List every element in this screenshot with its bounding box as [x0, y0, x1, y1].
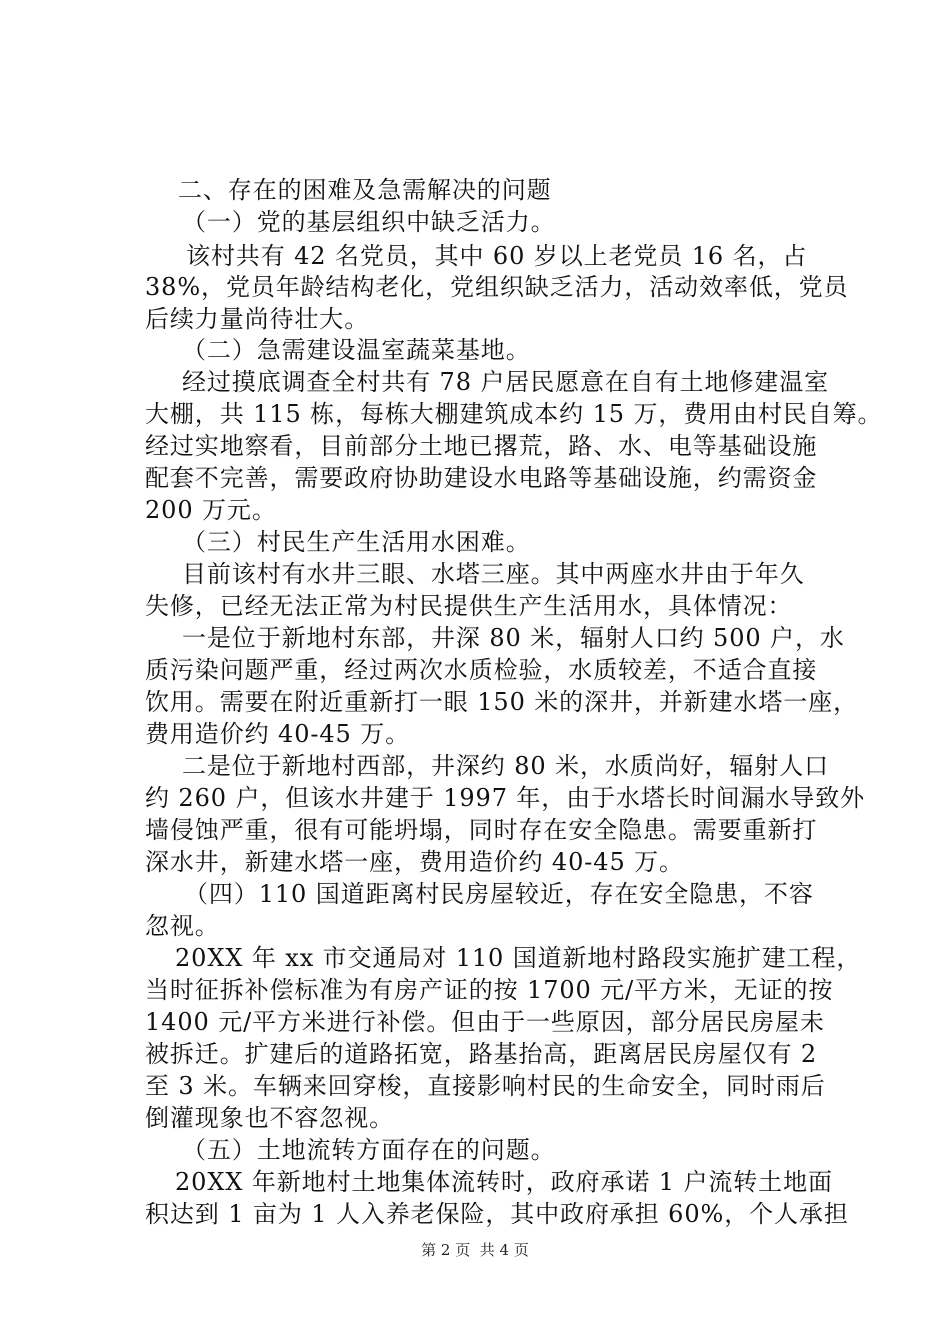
paragraph-line: 200 万元。: [145, 496, 277, 524]
subsection-heading: （四）110 国道距离村民房屋较近，存在安全隐患，不容: [184, 880, 814, 908]
subsection-heading: 忽视。: [145, 912, 220, 940]
paragraph-line: 配套不完善，需要政府协助建设水电路等基础设施，约需资金: [145, 464, 818, 492]
paragraph-line: 约 260 户，但该水井建于 1997 年，由于水塔长时间漏水导致外: [145, 784, 866, 812]
page-number-footer: 第 2 页 共 4 页: [421, 1241, 529, 1259]
subsection-heading: （三）村民生产生活用水困难。: [182, 528, 531, 556]
paragraph-line: 饮用。需要在附近重新打一眼 150 米的深井，并新建水塔一座，: [145, 688, 858, 716]
paragraph-line: 经过摸底调查全村共有 78 户居民愿意在自有土地修建温室: [182, 368, 829, 396]
paragraph-line: 失修，已经无法正常为村民提供生产生活用水，具体情况：: [145, 592, 793, 620]
paragraph-line: 20XX 年新地村土地集体流转时，政府承诺 1 户流转土地面: [175, 1168, 833, 1196]
paragraph-line: 经过实地察看，目前部分土地已撂荒，路、水、电等基础设施: [145, 432, 818, 460]
paragraph-line: 深水井，新建水塔一座，费用造价约 40-45 万。: [145, 848, 684, 876]
paragraph-line: 当时征拆补偿标准为有房产证的按 1700 元/平方米，无证的按: [145, 976, 834, 1004]
subsection-heading: （五）土地流转方面存在的问题。: [182, 1136, 556, 1164]
paragraph-line: 被拆迁。扩建后的道路拓宽，路基抬高，距离居民房屋仅有 2: [145, 1040, 818, 1068]
paragraph-line: 1400 元/平方米进行补偿。但由于一些原因，部分居民房屋未: [145, 1008, 825, 1036]
paragraph-line: 积达到 1 亩为 1 人入养老保险，其中政府承担 60%，个人承担: [145, 1200, 849, 1228]
paragraph-line: 后续力量尚待壮大。: [145, 305, 370, 333]
paragraph-line: 20XX 年 xx 市交通局对 110 国道新地村路段实施扩建工程，: [175, 944, 862, 972]
subsection-heading: （一）党的基层组织中缺乏活力。: [182, 208, 556, 236]
subsection-heading: （二）急需建设温室蔬菜基地。: [182, 336, 531, 364]
paragraph-line: 该村共有 42 名党员，其中 60 岁以上老党员 16 名，占: [186, 242, 808, 270]
paragraph-line: 费用造价约 40-45 万。: [145, 720, 411, 748]
section-heading: 二、存在的困难及急需解决的问题: [178, 176, 552, 204]
paragraph-line: 目前该村有水井三眼、水塔三座。其中两座水井由于年久: [182, 560, 805, 588]
paragraph-line: 二是位于新地村西部，井深约 80 米，水质尚好，辐射人口: [182, 752, 829, 780]
paragraph-line: 38%，党员年龄结构老化，党组织缺乏活力，活动效率低，党员: [145, 273, 849, 301]
paragraph-line: 至 3 米。车辆来回穿梭，直接影响村民的生命安全，同时雨后: [145, 1072, 826, 1100]
paragraph-line: 质污染问题严重，经过两次水质检验，水质较差，不适合直接: [145, 656, 818, 684]
paragraph-line: 一是位于新地村东部，井深 80 米，辐射人口约 500 户，水: [182, 624, 845, 652]
paragraph-line: 倒灌现象也不容忽视。: [145, 1104, 394, 1132]
paragraph-line: 大棚，共 115 栋，每栋大棚建筑成本约 15 万，费用由村民自筹。: [145, 400, 883, 428]
paragraph-line: 墙侵蚀严重，很有可能坍塌，同时存在安全隐患。需要重新打: [145, 816, 818, 844]
